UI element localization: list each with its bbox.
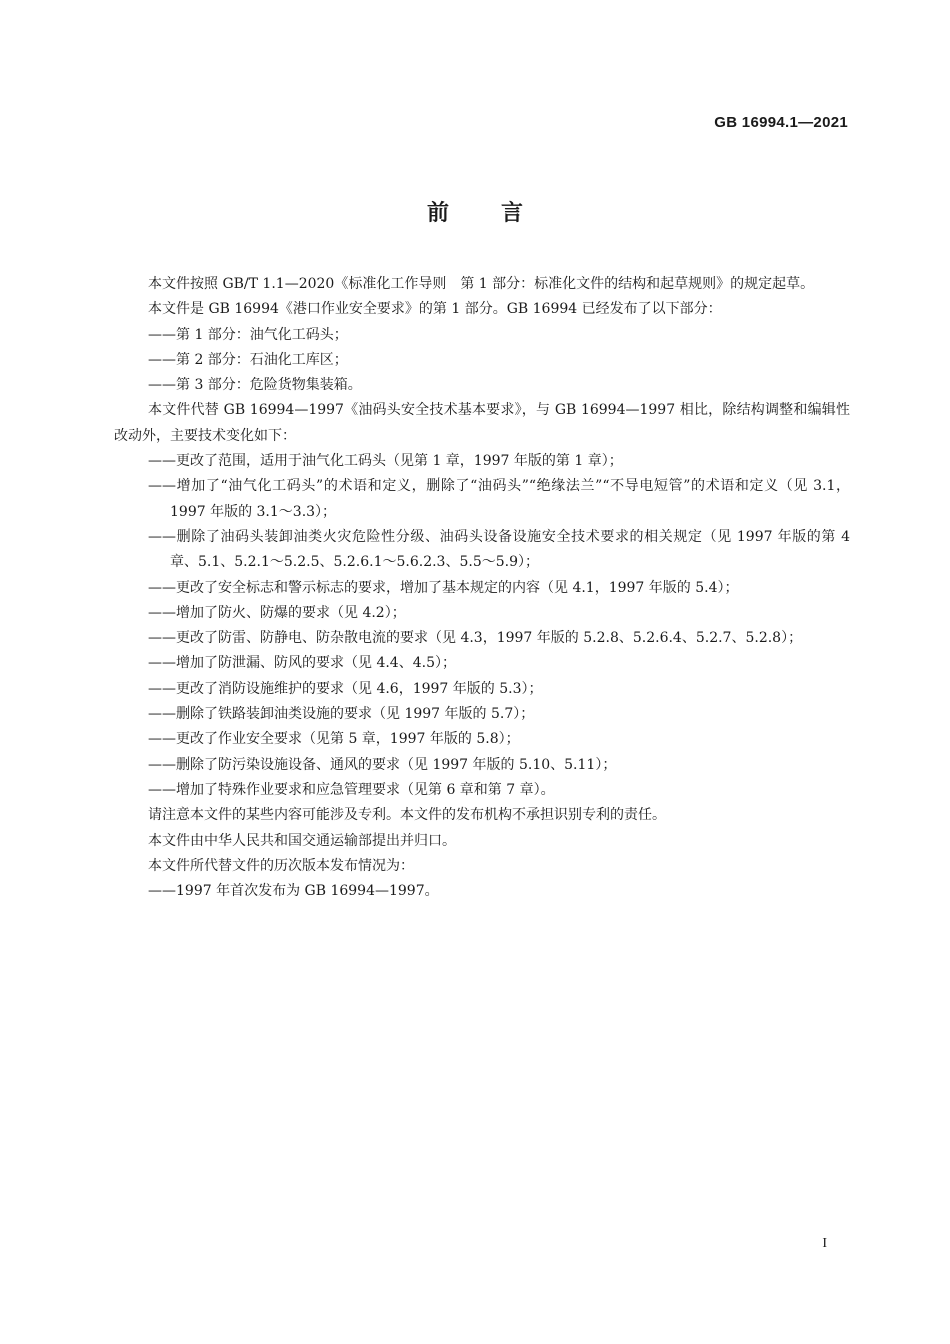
list-item: ——1997 年首次发布为 GB 16994—1997。 (148, 883, 439, 900)
list-item: ——增加了防泄漏、防风的要求（见 4.4、4.5）； (148, 655, 456, 672)
list-item: ——增加了特殊作业要求和应急管理要求（见第 6 章和第 7 章）。 (148, 781, 555, 798)
list-item: ——更改了范围，适用于油气化工码头（见第 1 章，1997 年版的第 1 章）； (148, 453, 623, 470)
paragraph: 本文件是 GB 16994《港口作业安全要求》的第 1 部分。GB 16994 已经发布了以下部分： (148, 301, 722, 318)
paragraph: 本文件所代替文件的历次版本发布情况为： (148, 857, 414, 874)
list-item: ——更改了防雷、防静电、防杂散电流的要求（见 4.3，1997 年版的 5.2.8、5.2.6.4、5.2.7、5.2.8）； (148, 630, 803, 647)
list-item: ——删除了油码头装卸油类火灾危险性分级、油码头设备设施安全技术要求的相关规定（见 1997 年版的第 4 章、5.1、5.2.1～5.2.5、5.2.6.1～5.6.2.3、5.5～5.9）； (148, 528, 850, 571)
list-item: ——增加了“油气化工码头”的术语和定义，删除了“油码头”“绝缘法兰”“不导电短管”的术语和定义（见 3.1，1997 年版的 3.1～3.3）； (148, 478, 850, 520)
list-item: ——删除了防污染设施设备、通风的要求（见 1997 年版的 5.10、5.11）； (148, 756, 617, 773)
list-item: ——增加了防火、防爆的要求（见 4.2）； (148, 604, 406, 621)
list-item: ——更改了消防设施维护的要求（见 4.6，1997 年版的 5.3）； (148, 680, 543, 697)
list-item: ——第 1 部分：油气化工码头； (148, 326, 348, 343)
list-item: ——删除了铁路装卸油类设施的要求（见 1997 年版的 5.7）； (148, 706, 535, 723)
page-number: I (822, 1236, 827, 1251)
paragraph: 本文件按照 GB/T 1.1—2020《标准化工作导则 第 1 部分：标准化文件的结构和起草规则》的规定起草。 (148, 276, 815, 292)
page-title: 前言 (426, 201, 575, 226)
paragraph: 本文件由中华人民共和国交通运输部提出并归口。 (148, 832, 456, 849)
standard-code: GB 16994.1—2021 (714, 114, 848, 131)
list-item: ——第 2 部分：石油化工库区； (148, 351, 348, 368)
list-item: ——更改了安全标志和警示标志的要求，增加了基本规定的内容（见 4.1，1997 年版的 5.4）； (148, 579, 739, 596)
foreword-body (114, 272, 850, 904)
list-item: ——第 3 部分：危险货物集装箱。 (148, 377, 362, 394)
paragraph: 本文件代替 GB 16994—1997《油码头安全技术基本要求》，与 GB 16994—1997 相比，除结构调整和编辑性改动外，主要技术变化如下： (114, 402, 850, 444)
list-item: ——更改了作业安全要求（见第 5 章，1997 年版的 5.8）； (148, 731, 520, 748)
paragraph: 请注意本文件的某些内容可能涉及专利。本文件的发布机构不承担识别专利的责任。 (148, 807, 666, 824)
